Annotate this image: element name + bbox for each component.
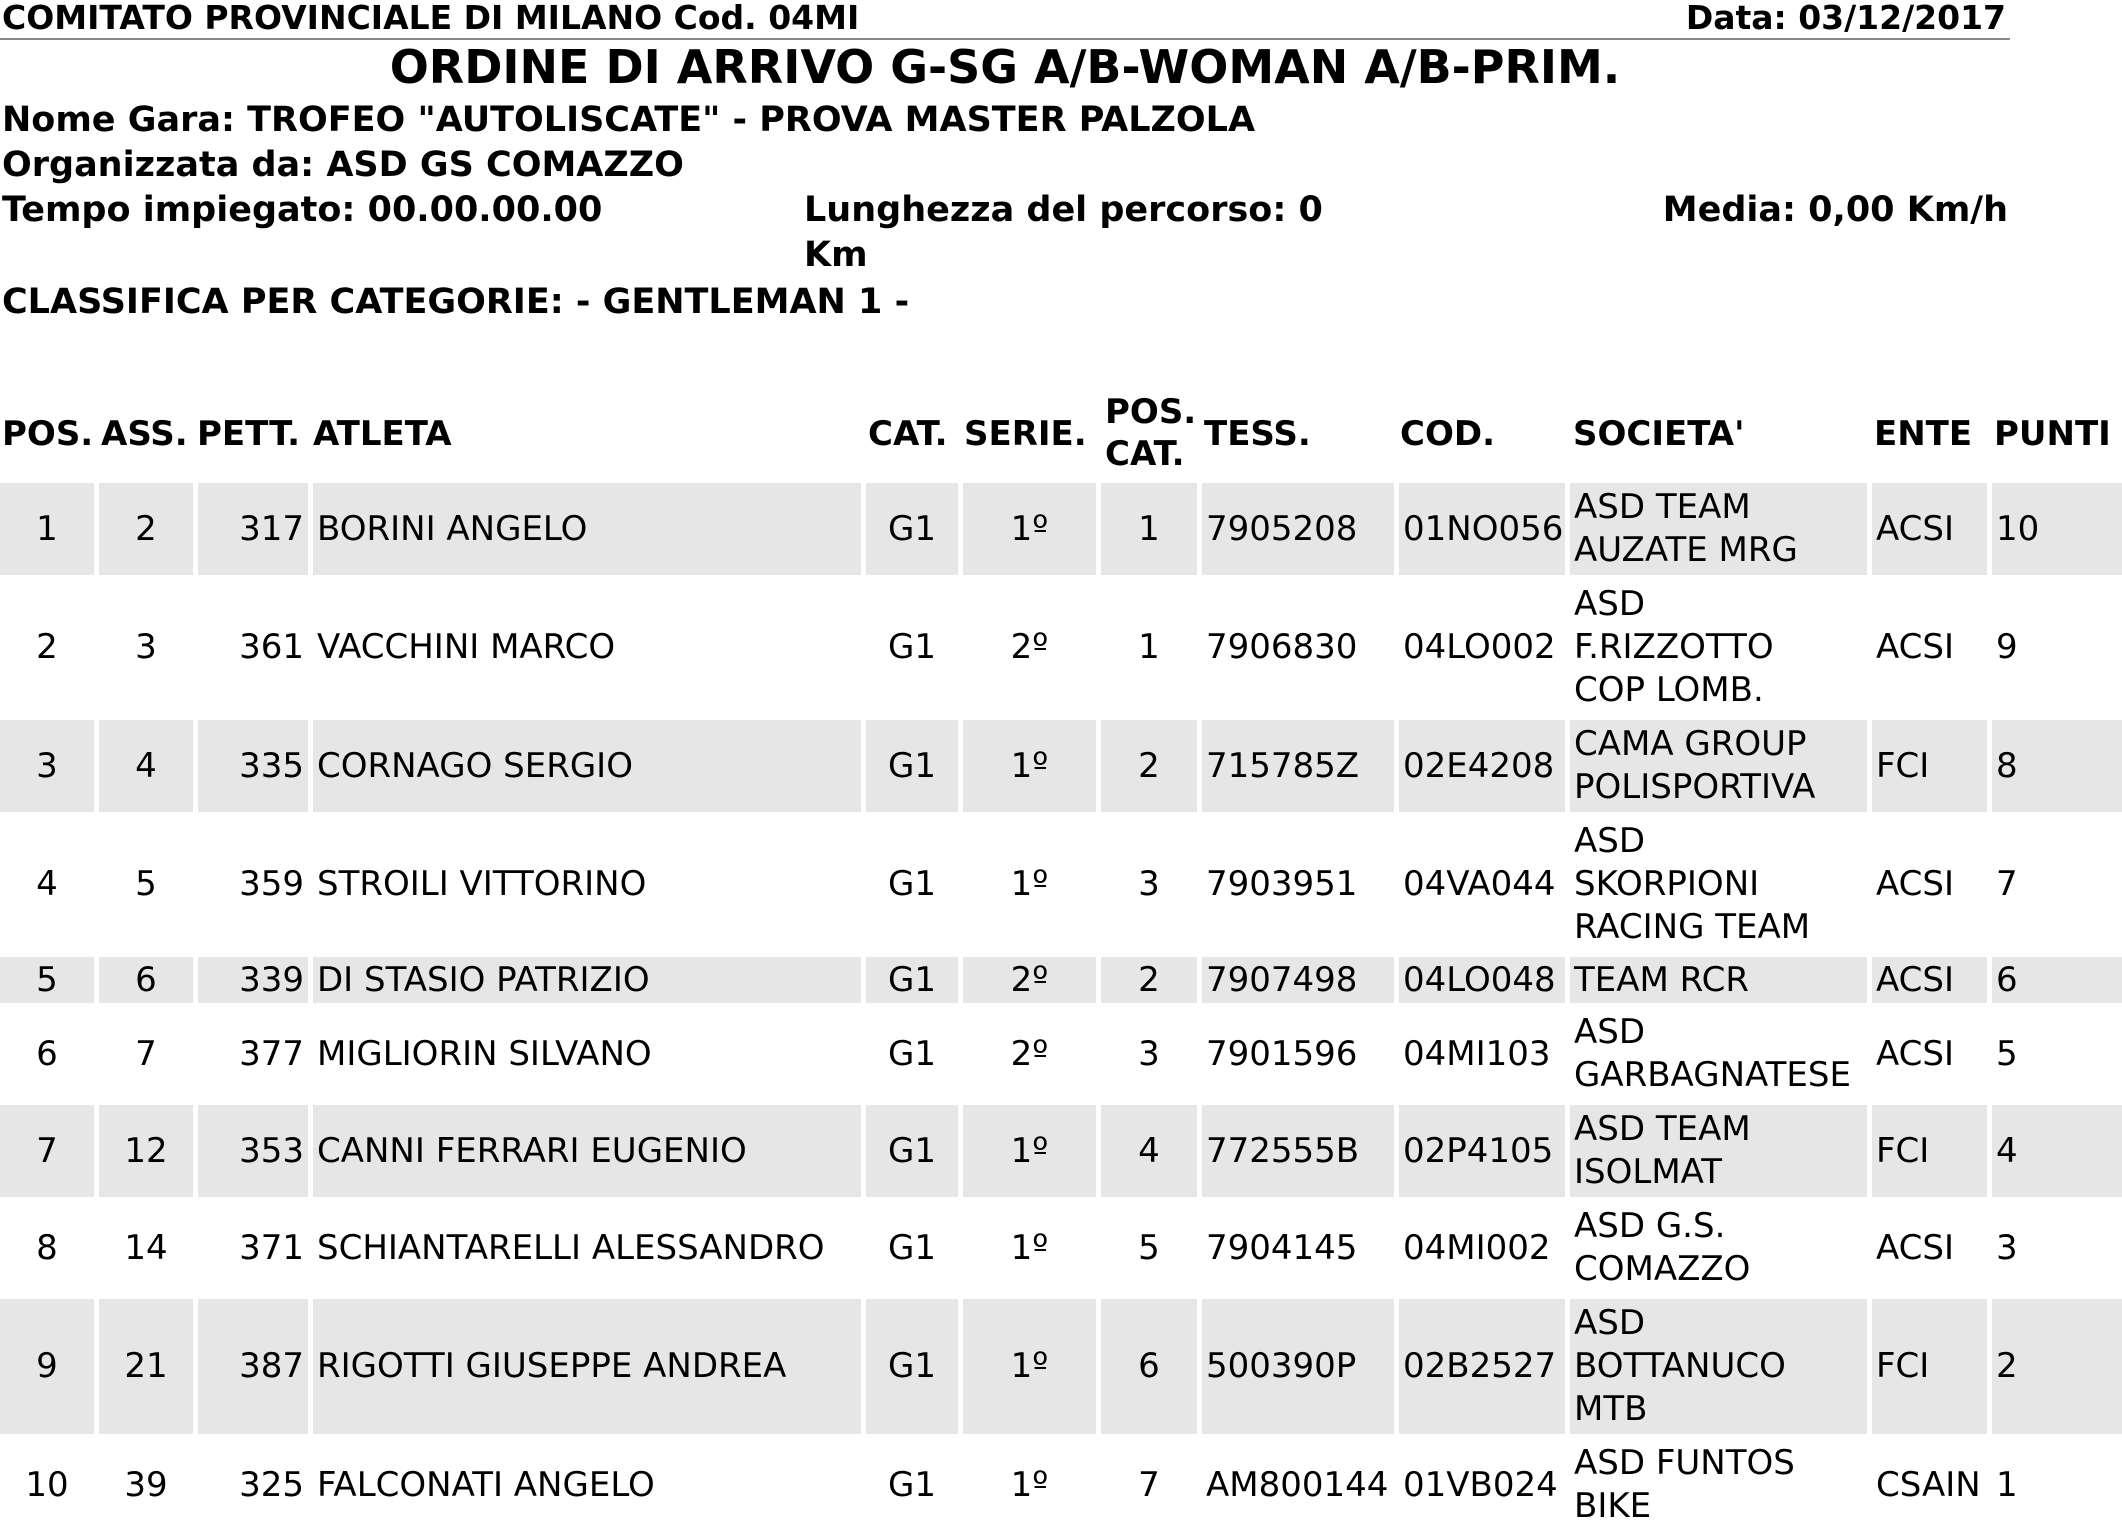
cell-societa: [1570, 1439, 1867, 1531]
cell-pett: 335: [198, 720, 308, 812]
col-atleta: ATLETA: [313, 414, 452, 454]
cell-ass: 14: [124, 1227, 168, 1268]
societa-line: ISOLMAT: [1574, 1152, 1723, 1192]
results-table: [0, 483, 2122, 1536]
societa-lines: [1574, 1302, 1786, 1431]
cell-pos: 1: [0, 483, 94, 575]
cell-cat: G1: [866, 483, 958, 575]
col-serie: SERIE.: [964, 414, 1087, 454]
cell-ente: FCI: [1872, 1299, 1987, 1434]
cell-cat: G1: [888, 864, 936, 904]
cell-poscat: 6: [1101, 1299, 1197, 1434]
table-row: [0, 1439, 2122, 1531]
cell-societa: [1570, 720, 1867, 812]
cell-pett: 325: [239, 1464, 304, 1505]
cell-ass: 4: [99, 720, 193, 812]
cell-pos: 7: [0, 1105, 94, 1197]
cell-tess: 7904145: [1206, 1227, 1358, 1268]
cell-ente: ACSI: [1876, 1033, 1955, 1074]
cell-pos: 6: [36, 1033, 58, 1074]
societa-lines: [1574, 583, 1774, 712]
cell-pett: 317: [198, 483, 308, 575]
col-pos: POS.: [2, 414, 94, 454]
col-societa: SOCIETA': [1573, 414, 1745, 454]
societa-lines: [1574, 1011, 1851, 1097]
societa-line: ASD FUNTOS: [1574, 1443, 1795, 1483]
cell-ente: ACSI: [1876, 1227, 1955, 1268]
cell-poscat: 1: [1138, 627, 1160, 667]
cell-pos: 10: [25, 1464, 69, 1505]
cell-punti: 6: [1992, 957, 2122, 1003]
cell-societa: [1570, 1008, 1867, 1100]
cell-pos: 3: [0, 720, 94, 812]
col-poscat-bottom: CAT.: [1105, 434, 1185, 474]
societa-line: COMAZZO: [1574, 1249, 1751, 1289]
societa-lines: [1574, 1108, 1751, 1194]
societa-line: ASD TEAM: [1574, 1109, 1751, 1149]
cell-cod: 01NO056: [1399, 483, 1565, 575]
cell-poscat: 3: [1138, 1033, 1160, 1074]
table-row: [0, 580, 2122, 715]
table-row: [0, 1299, 2122, 1434]
organizer: Organizzata da: ASD GS COMAZZO: [2, 145, 684, 185]
societa-line: ASD: [1574, 1012, 1646, 1052]
cell-cat: G1: [888, 1227, 936, 1268]
cell-serie: 1º: [963, 483, 1096, 575]
cell-pos: 8: [36, 1227, 58, 1268]
race-name: Nome Gara: TROFEO "AUTOLISCATE" - PROVA MASTER PALZOLA: [2, 100, 1256, 140]
cell-punti: 7: [1996, 864, 2018, 904]
societa-line: SKORPIONI: [1574, 864, 1760, 904]
cell-ass: 21: [99, 1299, 193, 1434]
cell-ass: 5: [135, 864, 157, 904]
societa-line: MTB: [1574, 1389, 1648, 1429]
cell-cod: 04VA044: [1403, 864, 1556, 904]
cell-tess: 7907498: [1202, 957, 1394, 1003]
cell-poscat: 3: [1138, 864, 1160, 904]
cell-cod: 02B2527: [1399, 1299, 1565, 1434]
col-ass: ASS.: [101, 414, 188, 454]
cell-poscat: 7: [1138, 1464, 1160, 1505]
cell-pos: 2: [36, 627, 58, 667]
cell-ente: ACSI: [1872, 483, 1987, 575]
cell-atleta: CORNAGO SERGIO: [313, 720, 861, 812]
cell-ass: 2: [99, 483, 193, 575]
cell-societa: [1570, 957, 1867, 1003]
table-row: [0, 957, 2122, 1003]
cell-ass: 7: [135, 1033, 157, 1074]
cell-cod: 04MI103: [1403, 1033, 1551, 1074]
societa-line: ASD: [1574, 1303, 1646, 1343]
cell-tess: 7903951: [1206, 864, 1358, 904]
cell-atleta: RIGOTTI GIUSEPPE ANDREA: [313, 1299, 861, 1434]
cell-ass: 6: [99, 957, 193, 1003]
cell-cat: G1: [866, 720, 958, 812]
cell-tess: 7901596: [1206, 1033, 1358, 1074]
cell-societa: [1570, 483, 1867, 575]
course-length-line2: Km: [804, 235, 868, 275]
societa-line: ASD: [1574, 821, 1646, 861]
col-punti: PUNTI: [1994, 414, 2111, 454]
cell-serie: 2º: [1010, 627, 1049, 667]
cell-atleta: VACCHINI MARCO: [317, 627, 616, 667]
cell-pett: 359: [239, 864, 304, 904]
cell-pett: 361: [239, 627, 304, 667]
cell-cod: 02E4208: [1399, 720, 1565, 812]
cell-atleta: SCHIANTARELLI ALESSANDRO: [317, 1227, 825, 1268]
table-row: [0, 1008, 2122, 1100]
societa-line: F.RIZZOTTO: [1574, 627, 1774, 667]
societa-line: CAMA GROUP: [1574, 724, 1807, 764]
cell-cat: G1: [888, 627, 936, 667]
cell-atleta: MIGLIORIN SILVANO: [317, 1033, 652, 1074]
time-taken: Tempo impiegato: 00.00.00.00: [2, 190, 603, 230]
societa-line: ASD: [1574, 584, 1646, 624]
cell-ente: ACSI: [1872, 957, 1987, 1003]
cell-serie: 1º: [963, 1299, 1096, 1434]
cell-tess: 7906830: [1206, 627, 1358, 667]
cell-atleta: FALCONATI ANGELO: [317, 1464, 655, 1505]
societa-line: RACING TEAM: [1574, 907, 1811, 947]
cell-atleta: DI STASIO PATRIZIO: [313, 957, 861, 1003]
societa-line: ASD TEAM: [1574, 487, 1751, 527]
societa-line: BIKE: [1574, 1486, 1652, 1526]
cell-atleta: STROILI VITTORINO: [317, 864, 647, 904]
committee-label: COMITATO PROVINCIALE DI MILANO Cod. 04MI: [2, 0, 860, 37]
cell-serie: 1º: [963, 720, 1096, 812]
cell-pett: 387: [198, 1299, 308, 1434]
page-title: ORDINE DI ARRIVO G-SG A/B-WOMAN A/B-PRIM.: [389, 40, 1621, 94]
societa-lines: [1574, 820, 1810, 949]
cell-poscat: 2: [1101, 957, 1197, 1003]
cell-punti: 3: [1996, 1227, 2018, 1268]
cell-punti: 1: [1996, 1464, 2018, 1505]
cell-punti: 5: [1996, 1033, 2018, 1074]
table-header: [0, 392, 2122, 472]
cell-ass: 3: [135, 627, 157, 667]
cell-pos: 4: [36, 864, 58, 904]
societa-line: COP LOMB.: [1574, 670, 1764, 710]
cell-cod: 01VB024: [1403, 1464, 1558, 1505]
cell-poscat: 5: [1138, 1227, 1160, 1268]
col-cod: COD.: [1400, 414, 1495, 454]
cell-cod: 02P4105: [1399, 1105, 1565, 1197]
cell-serie: 1º: [963, 1105, 1096, 1197]
societa-line: POLISPORTIVA: [1574, 767, 1816, 807]
cell-atleta: BORINI ANGELO: [313, 483, 861, 575]
cell-ass: 12: [99, 1105, 193, 1197]
classification-title: CLASSIFICA PER CATEGORIE: - GENTLEMAN 1 -: [2, 282, 910, 322]
cell-pett: 353: [198, 1105, 308, 1197]
col-poscat-top: POS.: [1105, 392, 1197, 432]
cell-societa: [1570, 580, 1867, 715]
cell-poscat: 4: [1101, 1105, 1197, 1197]
cell-punti: 8: [1992, 720, 2122, 812]
societa-lines: [1574, 959, 1749, 1002]
societa-lines: [1574, 1205, 1750, 1291]
societa-lines: [1574, 486, 1798, 572]
societa-line: GARBAGNATESE: [1574, 1055, 1851, 1095]
col-ente: ENTE: [1874, 414, 1973, 454]
cell-tess: 7905208: [1202, 483, 1394, 575]
societa-line: ASD G.S.: [1574, 1206, 1726, 1246]
cell-poscat: 1: [1101, 483, 1197, 575]
cell-punti: 9: [1996, 627, 2018, 667]
table-row: [0, 1105, 2122, 1197]
cell-cod: 04MI002: [1403, 1227, 1551, 1268]
cell-ente: FCI: [1872, 1105, 1987, 1197]
cell-pett: 377: [239, 1033, 304, 1074]
cell-tess: 772555B: [1202, 1105, 1394, 1197]
average-speed: Media: 0,00 Km/h: [1662, 190, 2008, 230]
document-date: Data: 03/12/2017: [1685, 0, 2006, 37]
cell-cat: G1: [888, 1464, 936, 1505]
cell-ente: ACSI: [1876, 864, 1955, 904]
col-pett: PETT.: [197, 414, 301, 454]
cell-cod: 04LO048: [1399, 957, 1565, 1003]
cell-societa: [1570, 1299, 1867, 1434]
cell-pos: 5: [0, 957, 94, 1003]
table-row: [0, 720, 2122, 812]
cell-ente: CSAIN: [1876, 1464, 1981, 1505]
cell-tess: 500390P: [1202, 1299, 1394, 1434]
cell-cat: G1: [888, 1033, 936, 1074]
cell-atleta: CANNI FERRARI EUGENIO: [313, 1105, 861, 1197]
cell-ente: ACSI: [1876, 627, 1955, 667]
cell-societa: [1570, 1105, 1867, 1197]
col-cat: CAT.: [868, 414, 948, 454]
societa-line: AUZATE MRG: [1574, 530, 1798, 570]
cell-tess: AM800144: [1206, 1464, 1389, 1505]
cell-pett: 371: [239, 1227, 304, 1268]
cell-cod: 04LO002: [1403, 627, 1556, 667]
cell-cat: G1: [866, 957, 958, 1003]
table-row: [0, 817, 2122, 952]
course-length: [804, 188, 1323, 278]
cell-cat: G1: [866, 1105, 958, 1197]
cell-poscat: 2: [1101, 720, 1197, 812]
societa-line: BOTTANUCO: [1574, 1346, 1786, 1386]
societa-line: TEAM RCR: [1574, 959, 1749, 1000]
cell-punti: 10: [1992, 483, 2122, 575]
societa-lines: [1574, 723, 1815, 809]
cell-societa: [1570, 1202, 1867, 1294]
cell-societa: [1570, 817, 1867, 952]
table-row: [0, 1202, 2122, 1294]
cell-punti: 2: [1992, 1299, 2122, 1434]
cell-serie: 2º: [1010, 1033, 1049, 1074]
document-header: [0, 0, 2010, 40]
cell-cat: G1: [866, 1299, 958, 1434]
cell-serie: 1º: [1010, 864, 1049, 904]
cell-serie: 1º: [1010, 1464, 1049, 1505]
cell-pos: 9: [0, 1299, 94, 1434]
cell-serie: 1º: [1010, 1227, 1049, 1268]
societa-lines: [1574, 1442, 1795, 1528]
cell-tess: 715785Z: [1202, 720, 1394, 812]
cell-ass: 39: [124, 1464, 168, 1505]
cell-pett: 339: [198, 957, 308, 1003]
table-row: [0, 483, 2122, 575]
col-tess: TESS.: [1204, 414, 1311, 454]
cell-punti: 4: [1992, 1105, 2122, 1197]
cell-serie: 2º: [963, 957, 1096, 1003]
course-length-line1: Lunghezza del percorso: 0: [804, 190, 1323, 230]
cell-ente: FCI: [1872, 720, 1987, 812]
